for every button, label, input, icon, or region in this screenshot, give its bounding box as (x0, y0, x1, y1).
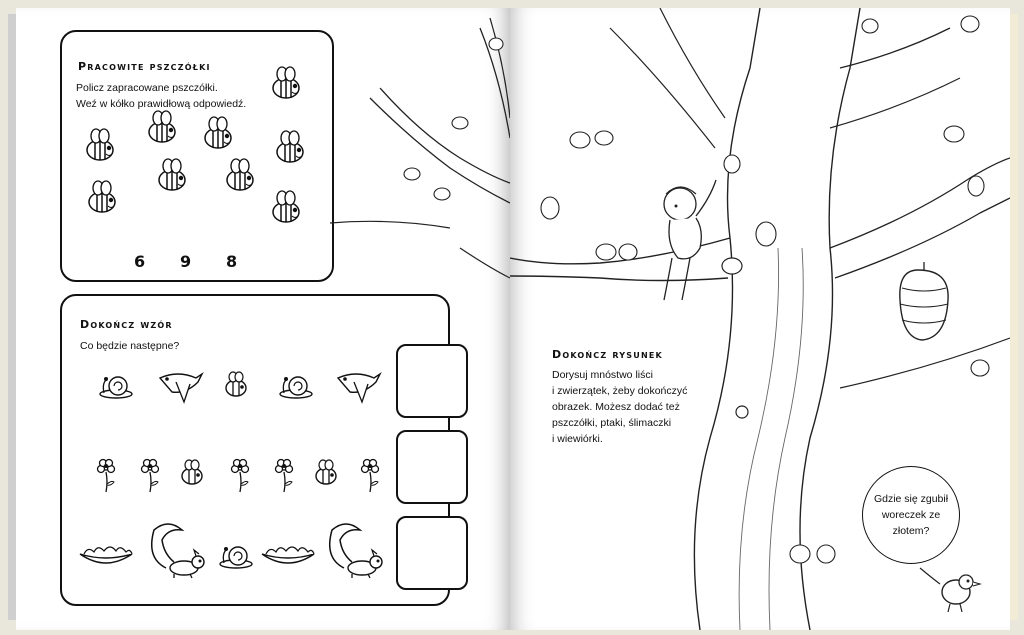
flower-icon (98, 460, 115, 493)
bee-icon (89, 181, 115, 212)
bee-icon (316, 460, 336, 484)
bird-icon (160, 374, 202, 402)
bee-icon (277, 131, 303, 162)
bee-icon (226, 372, 246, 396)
drawing-task-line-2: i zwierzątek, żeby dokończyć (552, 385, 688, 397)
speech-bubble-line-2: woreczek ze (881, 509, 941, 521)
bees-panel (60, 30, 334, 282)
pattern-panel (60, 294, 450, 606)
small-bird-icon (942, 575, 980, 612)
speech-bubble-line-3: złotem? (892, 525, 930, 537)
drawing-task-line-4: pszczółki, ptaki, ślimaczki (552, 417, 672, 429)
bee-icon (273, 67, 299, 98)
drawing-task-line-3: obrazek. Możesz dodać też (552, 401, 680, 413)
bee-icon (227, 159, 253, 190)
tree-branch-left (330, 18, 510, 318)
flower-icon (362, 460, 379, 493)
bees-instruction-1: Policz zapracowane pszczółki. (76, 82, 218, 94)
left-page (16, 8, 510, 630)
pattern-panel-title: Dokończ wzór (80, 318, 173, 331)
answer-option-3[interactable]: 8 (226, 252, 238, 271)
drawing-task-title: Dokończ rysunek (552, 348, 663, 361)
beehive-icon (900, 262, 948, 340)
pattern-answer-box-1[interactable] (396, 344, 468, 418)
flower-icon (232, 460, 249, 493)
flower-icon (276, 460, 293, 493)
bee-icon (205, 117, 231, 148)
bird-icon (338, 374, 380, 402)
bee-icon (149, 111, 175, 142)
right-page (510, 8, 1010, 630)
bees-instruction-2: Weź w kółko prawidłową odpowiedź. (76, 98, 247, 110)
squirrel-icon (330, 524, 382, 578)
drawing-task-line-5: i wiewiórki. (552, 433, 603, 445)
bee-icon (87, 129, 113, 160)
bees-illustration (62, 72, 332, 272)
nest-icon (80, 547, 132, 563)
bees-panel-title: Pracowite pszczółki (78, 60, 211, 73)
flower-icon (142, 460, 159, 493)
speech-bubble (862, 466, 960, 564)
drawing-task (552, 348, 752, 447)
pattern-answer-box-3[interactable] (396, 516, 468, 590)
squirrel-icon (152, 524, 204, 578)
pattern-answer-box-2[interactable] (396, 430, 468, 504)
snail-icon (100, 377, 132, 398)
speech-bubble-line-1: Gdzie się zgubił (873, 493, 949, 505)
bee-icon (273, 191, 299, 222)
answer-option-1[interactable]: 6 (134, 252, 146, 271)
pattern-question: Co będzie następne? (80, 340, 180, 352)
pattern-illustrations (70, 358, 400, 598)
bee-icon (159, 159, 185, 190)
nest-icon (262, 547, 314, 563)
drawing-task-line-1: Dorysuj mnóstwo liści (552, 369, 653, 381)
bee-icon (182, 460, 202, 484)
answer-option-2[interactable]: 9 (180, 252, 192, 271)
snail-icon (220, 547, 252, 568)
snail-icon (280, 377, 312, 398)
